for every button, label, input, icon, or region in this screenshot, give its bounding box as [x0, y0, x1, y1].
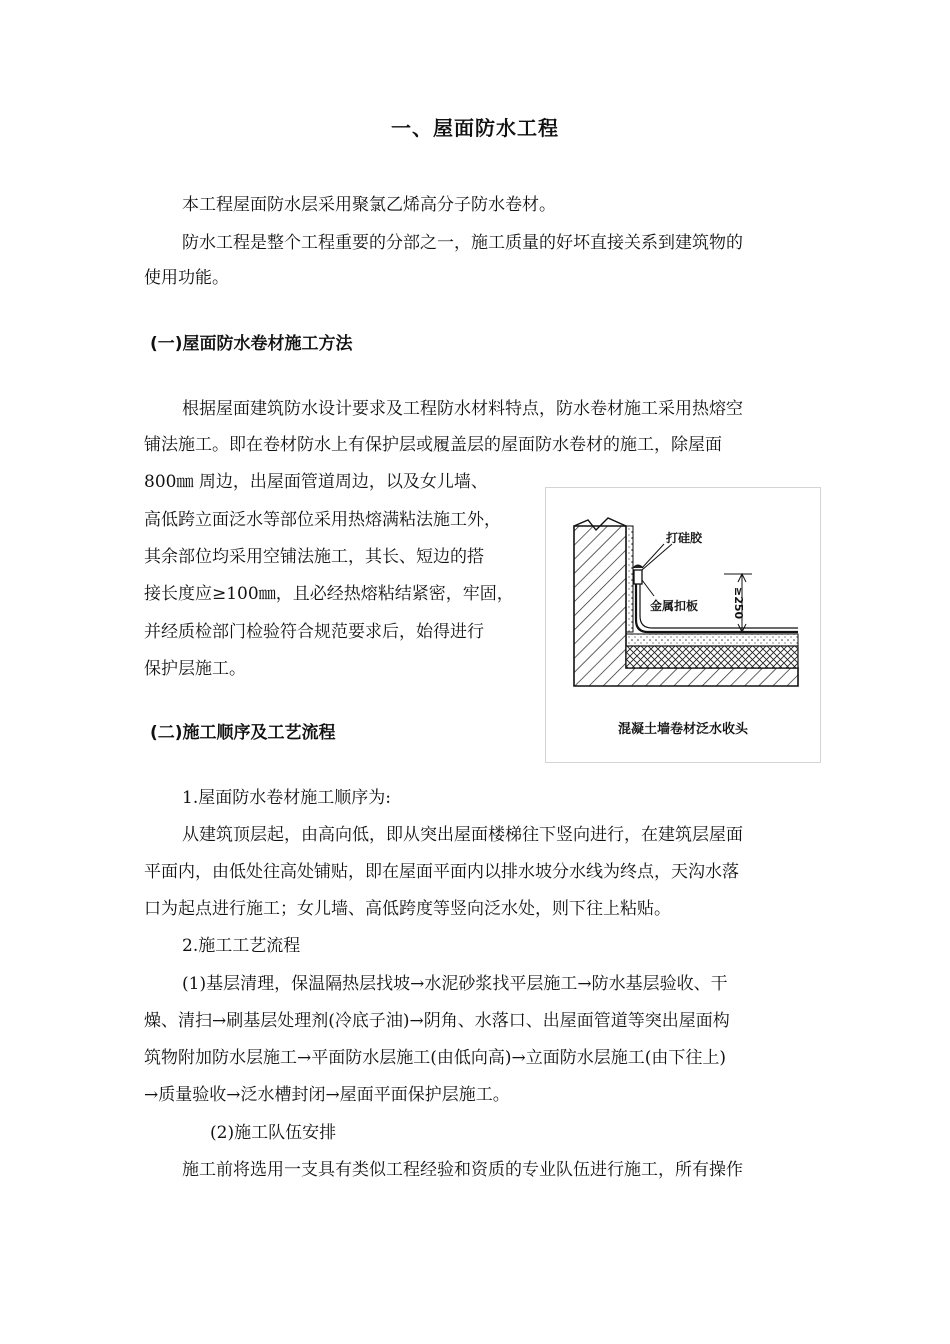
section-1-line: 高低跨立面泛水等部位采用热熔满粘法施工外，: [144, 510, 501, 530]
page-title: 一、屋面防水工程: [391, 116, 559, 140]
section-2-line: 施工前将选用一支具有类似工程经验和资质的专业队伍进行施工，所有操作: [182, 1160, 743, 1180]
section-1-line: 保护层施工。: [144, 659, 246, 679]
section-2-line: 筑物附加防水层施工→平面防水层施工(由低向高)→立面防水层施工(由下往上): [144, 1048, 727, 1068]
section-2-line: 平面内，由低处往高处铺贴，即在屋面平面内以排水坡分水线为终点，天沟水落: [144, 862, 739, 882]
section-2-line: 从建筑顶层起，由高向低，即从突出屋面楼梯往下竖向进行，在建筑层屋面: [182, 825, 743, 845]
section-2-heading: (二)施工顺序及工艺流程: [150, 723, 336, 743]
section-1-heading: (一)屋面防水卷材施工方法: [150, 334, 353, 354]
section-1-line: 根据屋面建筑防水设计要求及工程防水材料特点，防水卷材施工采用热熔空: [182, 399, 743, 419]
figure-label-sealant: 打硅胶: [666, 531, 703, 545]
section-2-line: (1)基层清理，保温隔热层找坡→水泥砂浆找平层施工→防水基层验收、干: [182, 974, 728, 994]
section-2-line: 燥、清扫→刷基层处理剂(冷底子油)→阴角、水落口、出屋面管道等突出屋面构: [144, 1011, 730, 1031]
figure-label-metal-plate: 金属扣板: [650, 599, 699, 613]
intro-paragraph-2-line-1: 防水工程是整个工程重要的分部之一，施工质量的好坏直接关系到建筑物的: [182, 233, 743, 253]
flashing-detail-figure: [545, 487, 821, 763]
section-1-line: 其余部位均采用空铺法施工，其长、短边的搭: [144, 547, 484, 567]
intro-paragraph-1: 本工程屋面防水层采用聚氯乙烯高分子防水卷材。: [182, 195, 556, 215]
section-1-line: 800㎜ 周边，出屋面管道周边，以及女儿墙、: [144, 472, 488, 492]
insulation-layer: [626, 646, 798, 668]
section-1-line: 并经质检部门检验符合规范要求后，始得进行: [144, 622, 484, 642]
figure-label-dimension: ≥250: [732, 587, 745, 620]
section-1-line: 铺法施工。即在卷材防水上有保护层或履盖层的屋面防水卷材的施工，除屋面: [144, 435, 722, 455]
section-2-line: (2)施工队伍安排: [210, 1123, 337, 1143]
section-2-line: 2.施工工艺流程: [182, 936, 301, 956]
section-2-line: 口为起点进行施工；女儿墙、高低跨度等竖向泛水处，则下往上粘贴。: [144, 899, 671, 919]
flashing-detail-drawing: [546, 488, 820, 762]
section-2-line: →质量验收→泛水槽封闭→屋面平面保护层施工。: [144, 1085, 510, 1105]
metal-plate: [634, 570, 642, 584]
figure-caption: 混凝土墙卷材泛水收头: [617, 722, 749, 737]
section-2-line: 1.屋面防水卷材施工顺序为:: [182, 788, 391, 808]
section-1-line: 接长度应≥100㎜，且必经热熔粘结紧密，牢固，: [144, 584, 514, 604]
intro-paragraph-2-line-2: 使用功能。: [144, 268, 229, 288]
